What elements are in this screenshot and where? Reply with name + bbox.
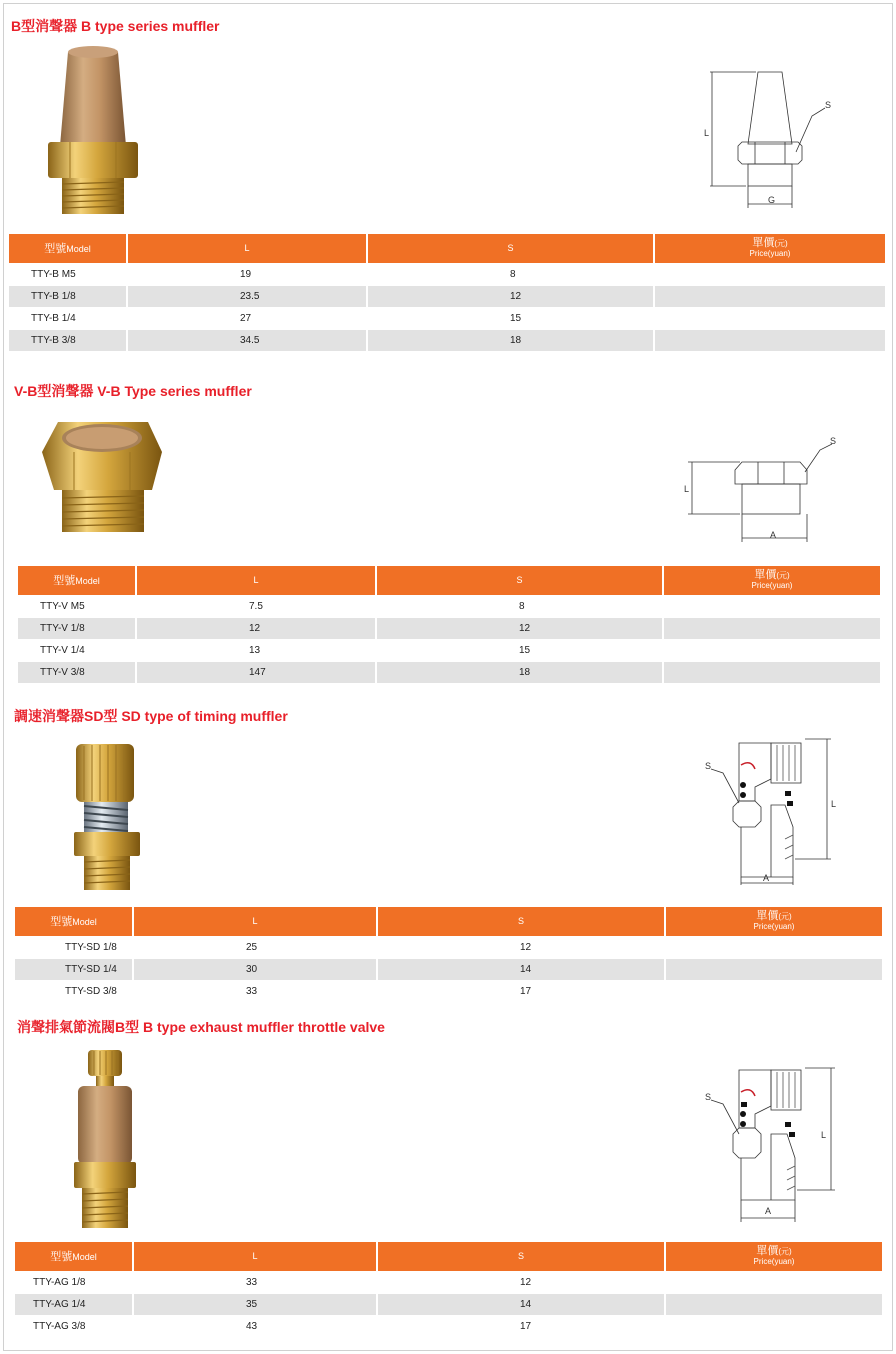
dim-l-label: L [821, 1130, 827, 1140]
sd-muffler-photo [70, 740, 150, 895]
header-l: L [127, 234, 367, 263]
header-price: 單價(元) Price(yuan) [665, 1242, 883, 1271]
b-spec-table [9, 234, 887, 351]
table-row: TTY-V 1/4 13 15 [18, 639, 881, 661]
table-row: TTY-B 3/8 34.5 18 [9, 329, 886, 351]
header-model: 型號Model [18, 566, 136, 595]
header-s: S [377, 1242, 665, 1271]
header-model: 型號Model [15, 907, 133, 936]
table-row: TTY-AG 1/8 33 12 [15, 1271, 883, 1293]
vb-muffler-drawing [680, 432, 850, 547]
b-muffler-drawing [700, 66, 845, 216]
dim-s-label: S [825, 100, 832, 110]
ag-spec-table [15, 1242, 884, 1337]
vb-spec-table [18, 566, 882, 683]
table-row: TTY-V 3/8 147 18 [18, 661, 881, 683]
ag-valve-photo [68, 1046, 148, 1236]
table-row: TTY-B 1/4 27 15 [9, 307, 886, 329]
table-row: TTY-V M5 7.5 8 [18, 595, 881, 617]
table-row: TTY-AG 1/4 35 14 [15, 1293, 883, 1315]
b-muffler-photo [38, 38, 148, 218]
ag-valve-drawing [695, 1062, 845, 1227]
header-s: S [367, 234, 654, 263]
dim-s-label: S [705, 761, 712, 771]
header-model: 型號Model [15, 1242, 133, 1271]
header-price: 單價(元) Price(yuan) [665, 907, 883, 936]
table-row: TTY-B 1/8 23.5 12 [9, 285, 886, 307]
section-title-sd: 調速消聲器SD型 SD type of timing muffler [14, 708, 288, 724]
table-row: TTY-AG 3/8 43 17 [15, 1315, 883, 1337]
dim-l-label: L [831, 799, 837, 809]
header-s: S [377, 907, 665, 936]
table-row: TTY-SD 3/8 33 17 [15, 980, 883, 1002]
table-row: TTY-B M5 19 8 [9, 263, 886, 285]
sd-spec-table [15, 907, 884, 1002]
section-title-ag: 消聲排氣節流閥B型 B type exhaust muffler throttle valve [17, 1019, 385, 1035]
header-s: S [376, 566, 663, 595]
sd-muffler-drawing [695, 735, 845, 890]
section-title-vb: V-B型消聲器 V-B Type series muffler [14, 383, 252, 399]
header-price: 單價(元) Price(yuan) [663, 566, 881, 595]
dim-a-label: A [765, 1206, 772, 1216]
header-l: L [133, 907, 377, 936]
header-l: L [133, 1242, 377, 1271]
dim-s-label: S [830, 436, 837, 446]
dim-l-label: L [684, 484, 690, 494]
section-title-b: B型消聲器 B type series muffler [11, 18, 220, 34]
header-l: L [136, 566, 376, 595]
header-price: 單價(元) Price(yuan) [654, 234, 886, 263]
table-row: TTY-SD 1/4 30 14 [15, 958, 883, 980]
dim-l-label: L [704, 128, 710, 138]
table-row: TTY-SD 1/8 25 12 [15, 936, 883, 958]
header-model: 型號Model [9, 234, 127, 263]
dim-a-label: A [770, 530, 777, 540]
dim-s-label: S [705, 1092, 712, 1102]
dim-g-label: G [768, 195, 776, 205]
table-row: TTY-V 1/8 12 12 [18, 617, 881, 639]
vb-muffler-photo [40, 412, 165, 537]
dim-a-label: A [763, 873, 770, 883]
